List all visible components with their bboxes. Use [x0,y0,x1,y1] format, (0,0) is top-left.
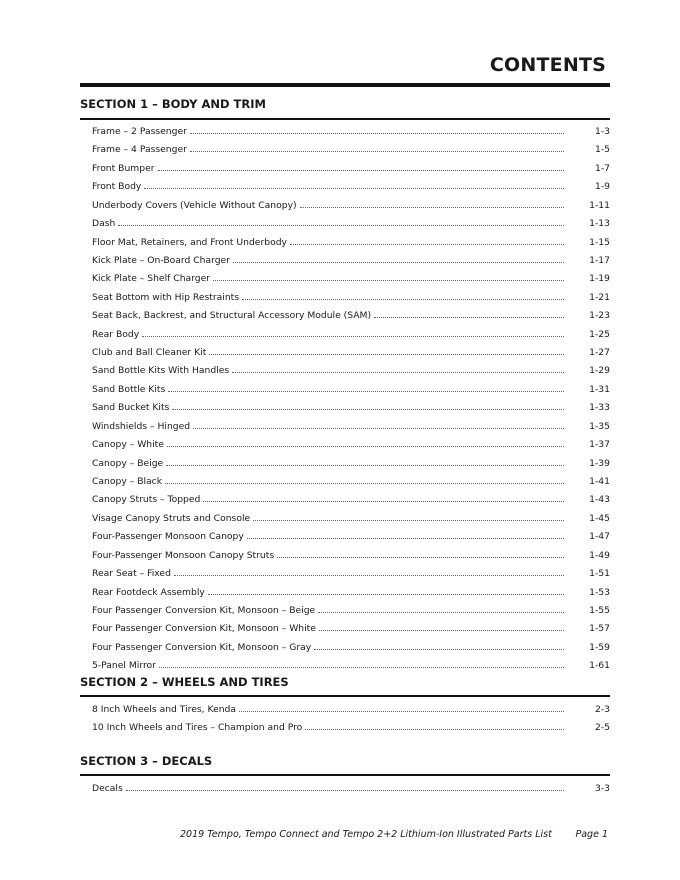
section-1-entries [92,126,610,679]
toc-entry-page: 1-29 [589,365,610,377]
toc-entry-page: 1-41 [589,476,610,488]
toc-entry-label: Visage Canopy Struts and Console [92,512,251,524]
toc-entry[interactable] [92,531,610,549]
toc-entry[interactable] [92,421,610,439]
toc-entry-page: 1-25 [589,328,610,340]
section-1-rule [80,118,610,120]
dot-leader [123,790,564,793]
toc-entry-label: Canopy – White [92,439,164,451]
dot-leader [115,225,564,228]
toc-entry[interactable] [92,623,610,641]
toc-entry-label: Four-Passenger Monsoon Canopy [92,531,244,543]
toc-entry[interactable] [92,494,610,512]
toc-entry[interactable] [92,310,610,328]
toc-entry-page: 2-3 [594,704,610,715]
dot-leader [205,594,564,597]
toc-entry[interactable] [92,402,610,420]
toc-entry-label: Rear Footdeck Assembly [92,586,205,598]
toc-entry-page: 1-61 [589,660,610,672]
toc-entry[interactable] [92,587,610,605]
dot-leader [141,188,564,191]
toc-entry-page: 1-33 [589,402,610,414]
toc-entry-page: 1-59 [589,641,610,653]
toc-entry-label: Four Passenger Conversion Kit, Monsoon – Gray [92,641,312,653]
dot-leader [250,520,564,523]
toc-entry[interactable] [92,329,610,347]
dot-leader [229,372,564,375]
dot-leader [302,729,564,732]
toc-entry-label: Sand Bottle Kits With Handles [92,365,230,377]
toc-entry-label: 5-Panel Mirror [92,660,156,672]
toc-entry-page: 1-19 [589,273,610,285]
dot-leader [163,465,564,468]
toc-entry[interactable] [92,181,610,199]
dot-leader [311,649,564,652]
toc-entry-page: 1-5 [594,144,610,156]
toc-entry[interactable] [92,458,610,476]
toc-entry-page: 1-49 [589,549,610,561]
toc-entry-label: Seat Bottom with Hip Restraints [92,291,240,303]
toc-entry-label: 10 Inch Wheels and Tires – Champion and Pro [92,722,303,734]
toc-entry-page: 1-39 [589,457,610,469]
toc-entry-label: 8 Inch Wheels and Tires, Kenda [92,704,237,715]
toc-entry-label: Four Passenger Conversion Kit, Monsoon – Beige [92,604,316,616]
dot-leader [139,336,564,339]
toc-entry[interactable] [92,365,610,383]
toc-entry-label: Rear Body [92,328,140,340]
dot-leader [206,354,564,357]
toc-entry-label: Kick Plate – Shelf Charger [92,273,211,285]
section-2-rule [80,695,610,697]
dot-leader [244,538,564,541]
toc-entry-label: Floor Mat, Retainers, and Front Underbody [92,236,287,248]
toc-entry-label: Sand Bucket Kits [92,402,170,414]
toc-entry-label: Dash [92,218,116,230]
section-2-heading: SECTION 2 – WHEELS AND TIRES [80,675,289,689]
toc-entry-page: 1-21 [589,291,610,303]
toc-entry[interactable] [92,513,610,531]
toc-entry-label: Four-Passenger Monsoon Canopy Struts [92,549,275,561]
toc-entry[interactable] [92,476,610,494]
dot-leader [297,207,564,210]
toc-entry-label: Decals [92,783,123,794]
toc-entry-label: Sand Bottle Kits [92,383,166,395]
toc-entry-page: 2-5 [594,722,610,734]
toc-entry-page: 1-13 [589,218,610,230]
toc-entry-page: 1-27 [589,347,610,359]
toc-entry[interactable] [92,273,610,291]
dot-leader [171,575,564,578]
dot-leader [187,133,564,136]
toc-entry[interactable] [92,292,610,310]
toc-entry[interactable] [92,255,610,273]
dot-leader [274,557,564,560]
dot-leader [200,501,564,504]
toc-entry[interactable] [92,218,610,236]
toc-entry[interactable] [92,126,610,144]
toc-entry[interactable] [92,568,610,586]
toc-entry-page: 1-31 [589,383,610,395]
section-1-heading: SECTION 1 – BODY AND TRIM [80,97,266,111]
toc-entry[interactable] [92,550,610,568]
dot-leader [165,391,564,394]
toc-entry[interactable] [92,783,610,801]
dot-leader [316,630,564,633]
toc-entry[interactable] [92,200,610,218]
footer-document-title: 2019 Tempo, Tempo Connect and Tempo 2+2 Lithium-Ion Illustrated Parts List [180,829,552,840]
toc-entry-label: Frame – 4 Passenger [92,144,187,156]
toc-entry[interactable] [92,237,610,255]
toc-entry-label: Front Bumper [92,162,155,174]
toc-entry-page: 1-47 [589,531,610,543]
toc-entry-page: 1-55 [589,604,610,616]
footer-page-number: Page 1 [575,829,608,840]
toc-entry-label: Four Passenger Conversion Kit, Monsoon – White [92,623,316,635]
dot-leader [210,280,564,283]
dot-leader [190,428,564,431]
dot-leader [155,170,565,173]
toc-entry-page: 1-35 [589,420,610,432]
toc-entry-page: 1-53 [589,586,610,598]
toc-entry-page: 1-45 [589,512,610,524]
toc-entry[interactable] [92,347,610,365]
toc-entry-label: Underbody Covers (Vehicle Without Canopy) [92,199,297,211]
toc-entry-label: Front Body [92,181,142,193]
section-3-rule [80,774,610,776]
toc-entry-label: Club and Ball Cleaner Kit [92,347,207,359]
dot-leader [287,244,564,247]
toc-entry-page: 1-37 [589,439,610,451]
title-rule [80,83,610,87]
toc-entry-page: 1-57 [589,623,610,635]
page-title: CONTENTS [489,54,606,76]
toc-entry-label: Frame – 2 Passenger [92,126,187,137]
toc-entry-page: 1-15 [589,236,610,248]
toc-entry-page: 1-11 [589,199,610,211]
toc-entry-page: 1-43 [589,494,610,506]
dot-leader [169,409,564,412]
dot-leader [315,612,564,615]
toc-entry-page: 1-17 [589,254,610,266]
section-2-entries [92,704,610,741]
toc-entry[interactable] [92,144,610,162]
toc-entry-label: Seat Back, Backrest, and Structural Accessory Module (SAM) [92,310,372,322]
toc-entry[interactable] [92,642,610,660]
toc-entry-page: 1-3 [594,126,610,137]
toc-entry-page: 1-7 [594,162,610,174]
dot-leader [236,711,564,714]
toc-entry[interactable] [92,605,610,623]
toc-entry-label: Windshields – Hinged [92,420,191,432]
toc-entry-page: 3-3 [594,783,610,794]
dot-leader [239,299,564,302]
toc-entry-page: 1-51 [589,568,610,580]
toc-entry-page: 1-9 [594,181,610,193]
dot-leader [156,667,564,670]
dot-leader [230,262,564,265]
dot-leader [162,483,564,486]
toc-entry[interactable] [92,704,610,722]
toc-entry[interactable] [92,439,610,457]
toc-entry-label: Canopy – Beige [92,457,164,469]
toc-entry-label: Canopy Struts – Topped [92,494,201,506]
dot-leader [187,151,564,154]
toc-entry[interactable] [92,384,610,402]
section-3-entries [92,783,610,801]
toc-entry-label: Kick Plate – On-Board Charger [92,254,230,266]
toc-entry[interactable] [92,163,610,181]
dot-leader [371,317,564,320]
toc-entry-label: Canopy – Black [92,476,163,488]
section-3-heading: SECTION 3 – DECALS [80,754,213,768]
dot-leader [164,446,564,449]
toc-entry-label: Rear Seat – Fixed [92,568,171,580]
toc-entry-page: 1-23 [589,310,610,322]
toc-entry[interactable] [92,722,610,740]
